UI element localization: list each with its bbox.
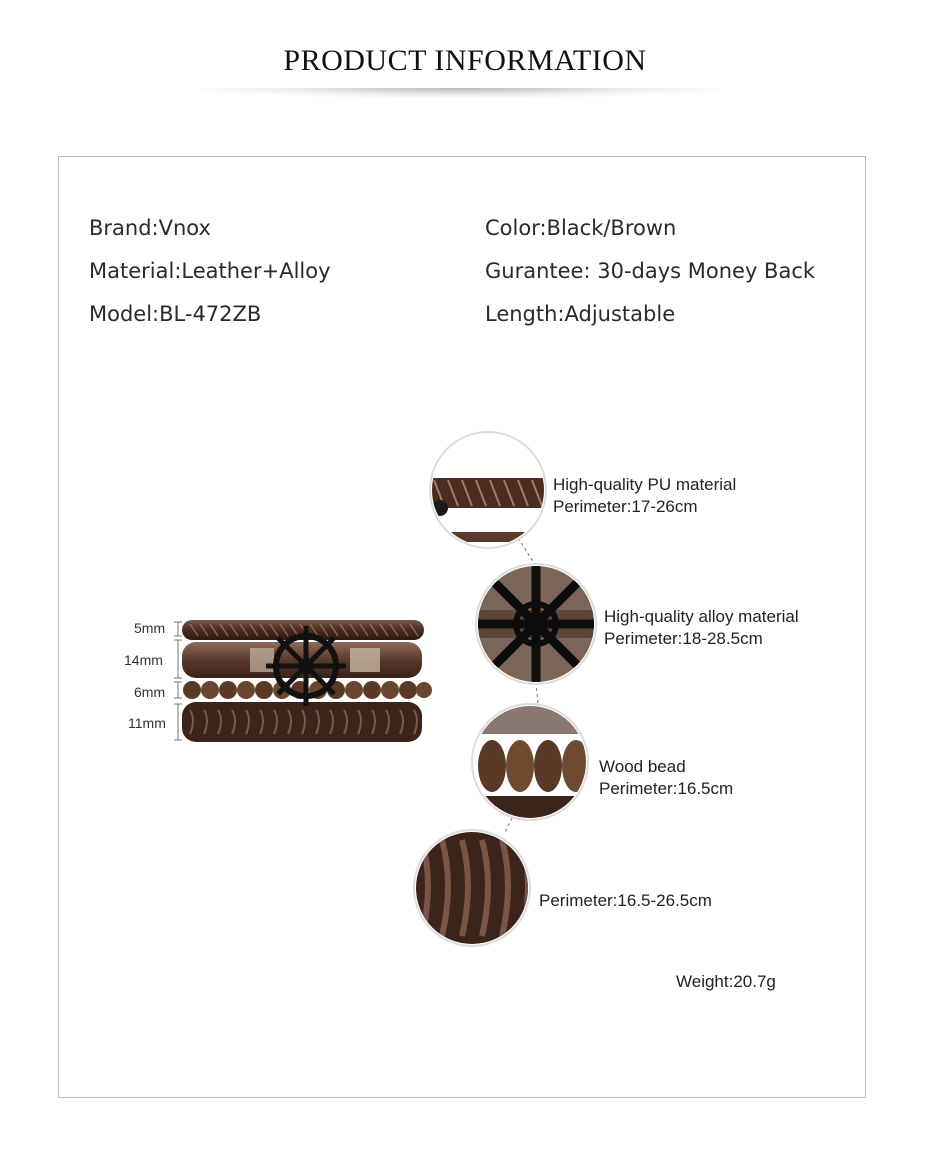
callout-wood-line1: Wood bead (599, 757, 686, 776)
callout-alloy-line1: High-quality alloy material (604, 607, 799, 626)
callout-wood-line2: Perimeter:16.5cm (599, 779, 734, 798)
spec-color: Color:Black/Brown (485, 216, 677, 240)
spec-model: Model:BL-472ZB (89, 302, 262, 326)
spec-brand: Brand:Vnox (89, 216, 211, 240)
detail-circle-wood-bead (472, 704, 592, 820)
callout-woven-line2: Perimeter:16.5-26.5cm (539, 891, 712, 910)
dimension-label-3: 6mm (134, 684, 166, 700)
dimension-label-1: 5mm (134, 620, 166, 636)
callout-alloy-line2: Perimeter:18-28.5cm (604, 629, 763, 648)
detail-circle-braided (430, 432, 550, 548)
spec-guarantee: Gurantee: 30-days Money Back (485, 259, 816, 283)
callout-alloy (604, 606, 799, 650)
callout-wood (599, 756, 733, 800)
callout-pu (553, 474, 736, 518)
detail-circle-woven (414, 830, 534, 950)
dimension-ticks (174, 622, 182, 740)
dimension-label-4: 11mm (128, 715, 166, 731)
title-divider-shadow (200, 88, 720, 98)
woven-band (182, 702, 422, 742)
callout-pu-line1: High-quality PU material (553, 475, 737, 494)
spec-material: Material:Leather+Alloy (89, 259, 331, 283)
spec-length: Length:Adjustable (485, 302, 676, 326)
detail-circle-alloy (476, 564, 596, 684)
callout-woven (539, 890, 712, 912)
dimension-label-2: 14mm (124, 652, 163, 668)
weight-label: Weight:20.7g (676, 972, 776, 991)
bracelet-stack-image (120, 600, 440, 760)
callout-pu-line2: Perimeter:17-26cm (553, 497, 698, 516)
page-title: PRODUCT INFORMATION (283, 44, 647, 77)
ship-wheel-charm (266, 626, 346, 706)
